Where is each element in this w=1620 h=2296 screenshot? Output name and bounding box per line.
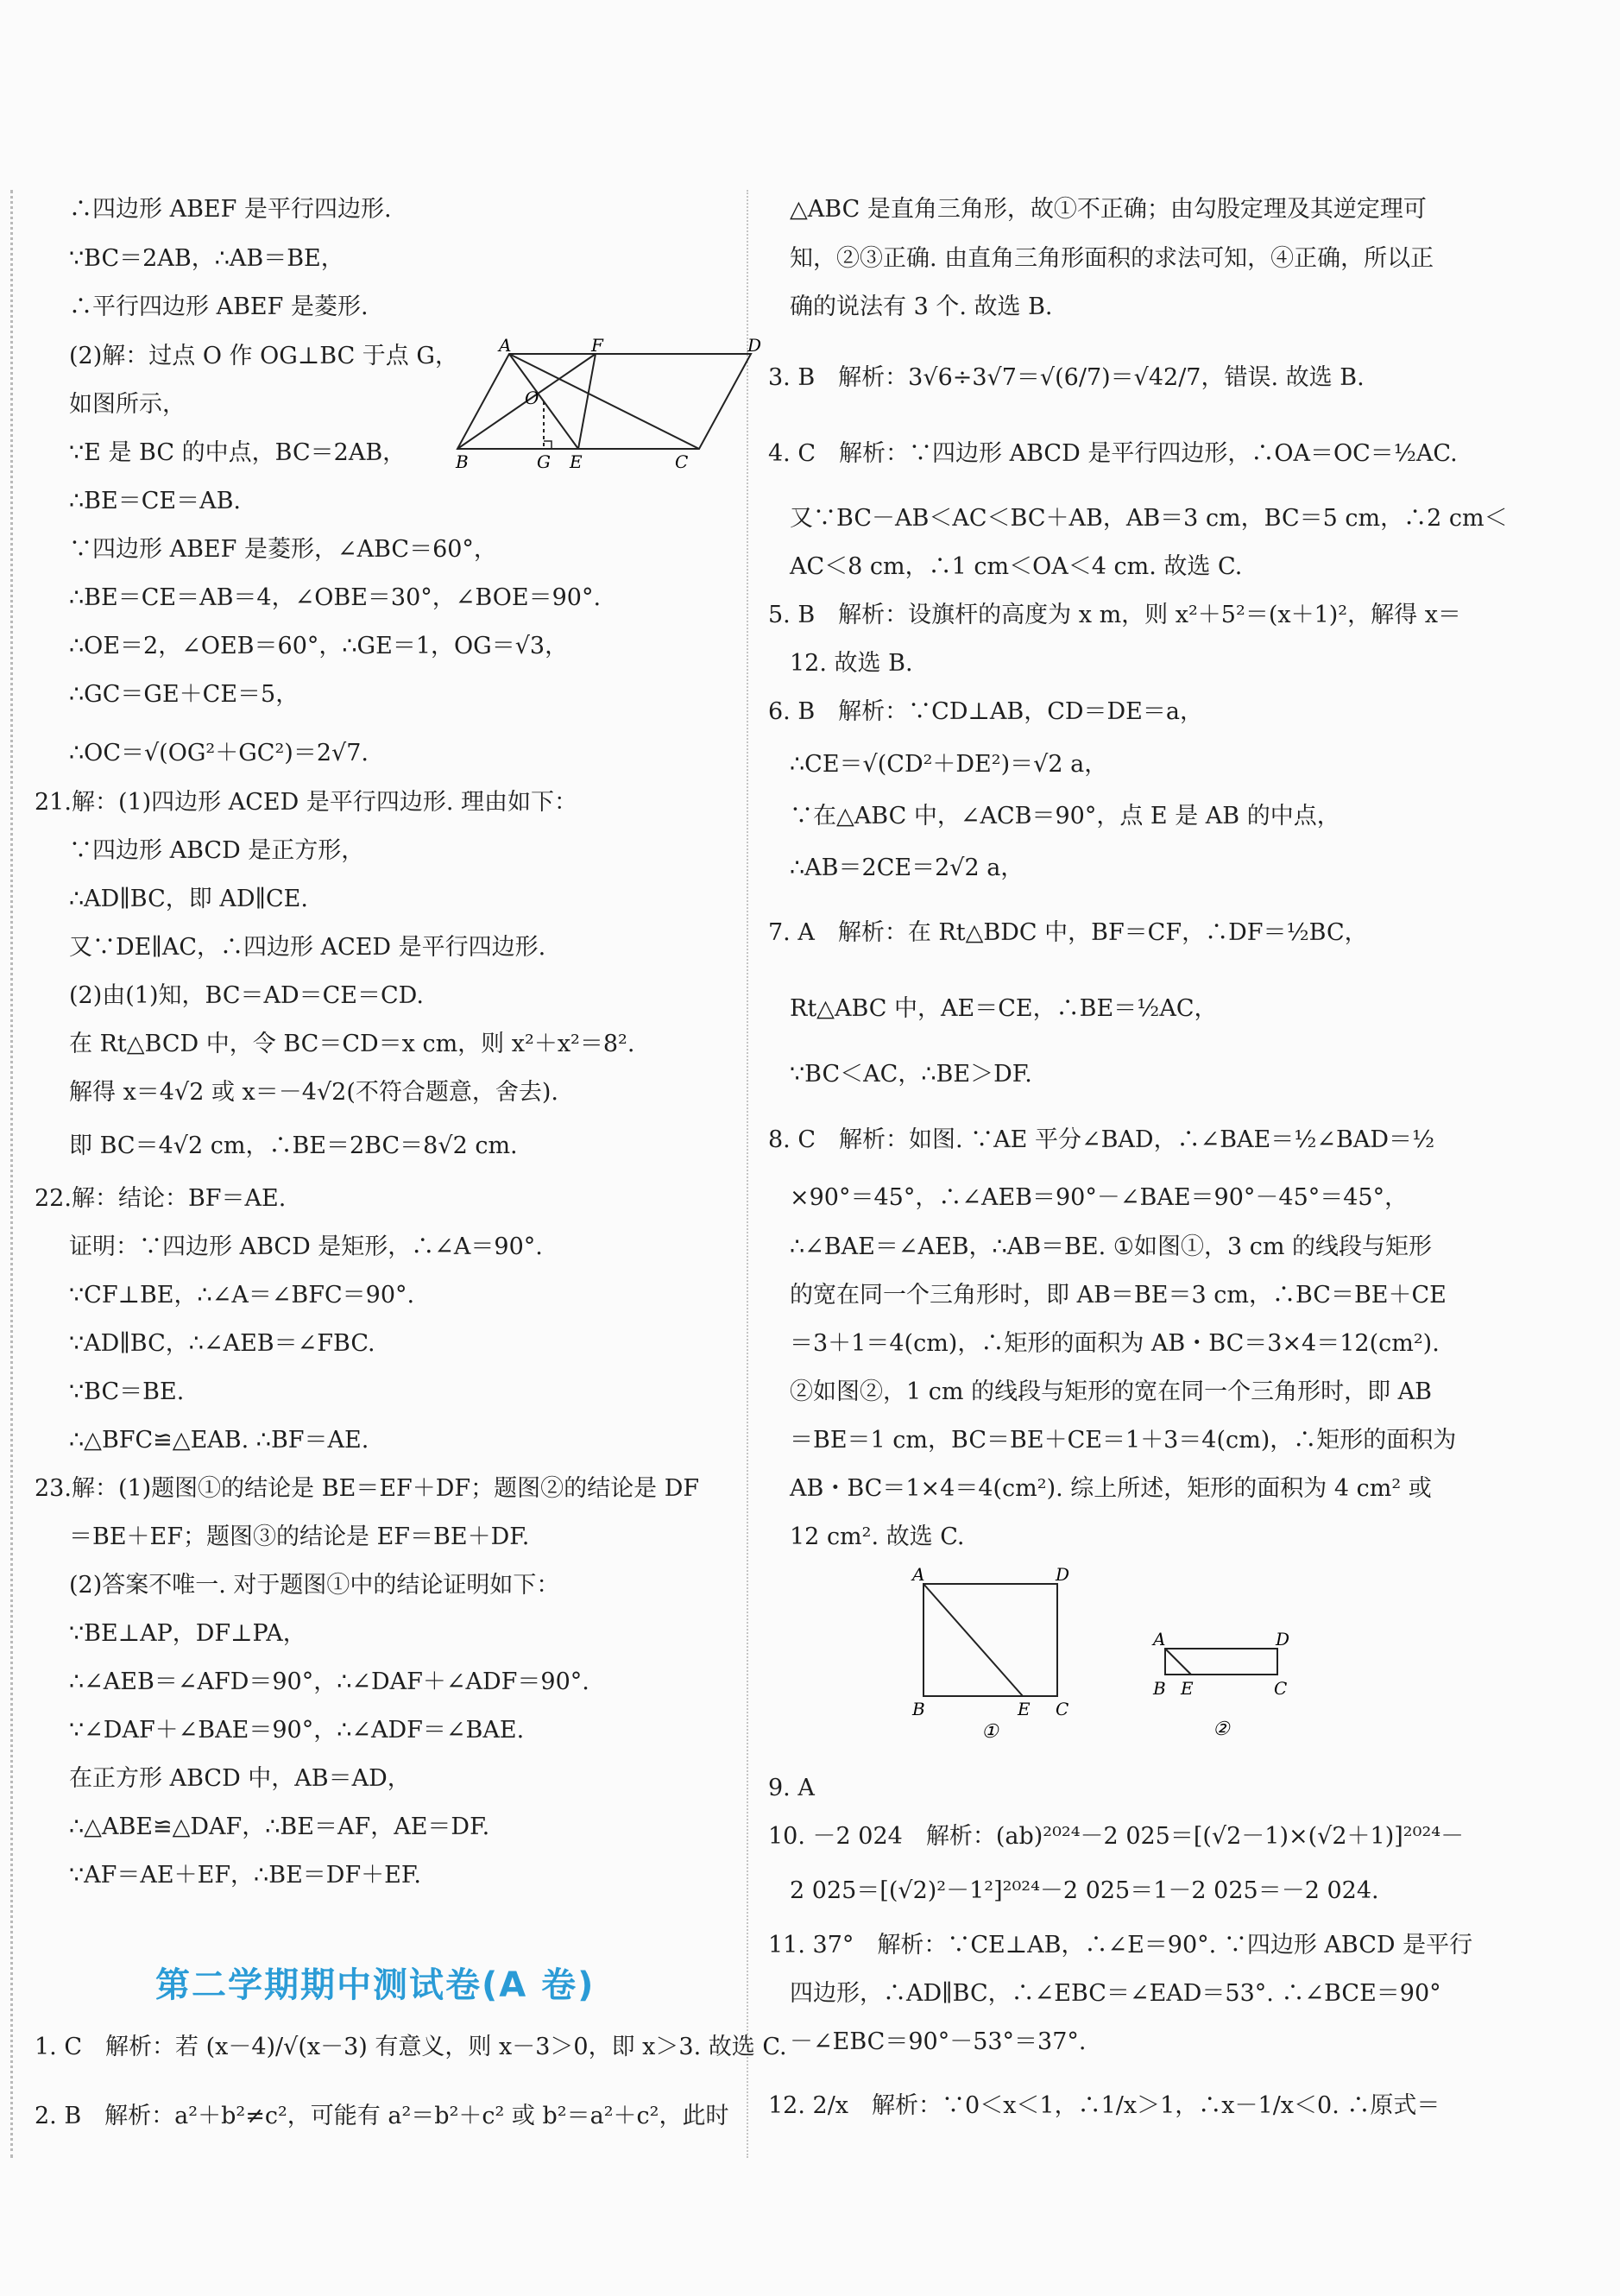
label-a: A [499, 335, 512, 356]
text-line: 即 BC＝4√2 cm，∴BE＝2BC＝8√2 cm. [69, 1132, 518, 1159]
text-line: 解得 x＝4√2 或 x＝－4√2(不符合题意，舍去). [69, 1079, 558, 1106]
question-12: 12. 2/x 解析：∵0＜x＜1，∴1/x＞1，∴x－1/x＜0. ∴原式＝ [768, 2092, 1440, 2119]
label-d: D [1276, 1629, 1290, 1649]
label-e: E [1181, 1678, 1194, 1699]
parallelogram-figure [456, 335, 768, 472]
text-line: 证明：∵四边形 ABCD 是矩形，∴∠A＝90°. [69, 1233, 543, 1260]
label-e: E [570, 451, 583, 472]
text-line: ②如图②，1 cm 的线段与矩形的宽在同一个三角形时，即 AB [790, 1378, 1432, 1405]
label-d: D [747, 335, 762, 356]
label-d: D [1056, 1564, 1070, 1585]
text-line: ×90°＝45°，∴∠AEB＝90°－∠BAE＝90°－45°＝45°， [790, 1184, 1409, 1211]
label-c: C [1056, 1699, 1069, 1719]
text-line: －∠EBC＝90°－53°＝37°. [790, 2028, 1087, 2055]
text-line: 12 cm². 故选 C. [790, 1523, 965, 1550]
text-line: ∵AF＝AE＋EF，∴BE＝DF＋EF. [69, 1862, 421, 1889]
question-8: 8. C 解析：如图. ∵AE 平分∠BAD，∴∠BAE＝½∠BAD＝½ [768, 1126, 1435, 1153]
text-line: ∵BC＝2AB，∴AB＝BE， [69, 245, 344, 272]
text-line: Rt△ABC 中，AE＝CE，∴BE＝½AC， [790, 995, 1218, 1022]
text-line: 在正方形 ABCD 中，AB＝AD， [69, 1765, 411, 1792]
question-6: 6. B 解析：∵CD⊥AB，CD＝DE＝a， [768, 698, 1203, 725]
label-b: B [456, 451, 469, 472]
text-line: ∴平行四边形 ABEF 是菱形. [69, 293, 369, 320]
question-5: 5. B 解析：设旗杆的高度为 x m，则 x²＋5²＝(x＋1)²，解得 x＝ [768, 602, 1461, 628]
text-line: ∴BE＝CE＝AB. [69, 488, 242, 514]
text-line: AC＜8 cm，∴1 cm＜OA＜4 cm. 故选 C. [790, 553, 1243, 580]
text-line: 四边形，∴AD∥BC，∴∠EBC＝∠EAD＝53°. ∴∠BCE＝90° [790, 1980, 1441, 2007]
text-line: ∴AD∥BC，即 AD∥CE. [69, 886, 308, 912]
text-line: 又∵DE∥AC，∴四边形 ACED 是平行四边形. [69, 934, 546, 961]
question-2: 2. B 解析：a²＋b²≠c²，可能有 a²＝b²＋c² 或 b²＝a²＋c²，此时 [35, 2103, 729, 2129]
question-9: 9. A [768, 1775, 815, 1801]
question-1: 1. C 解析：若 (x－4)/√(x－3) 有意义，则 x－3＞0，即 x＞3. 故选 C. [35, 2034, 787, 2060]
text-line: ∵在△ABC 中，∠ACB＝90°，点 E 是 AB 的中点， [790, 803, 1340, 829]
text-line: 2 025＝[(√2)²－1²]²⁰²⁴－2 025＝1－2 025＝－2 024. [790, 1877, 1379, 1904]
text-line: ∵四边形 ABEF 是菱形，∠ABC＝60°， [69, 536, 497, 563]
text-line: ∵∠DAF＋∠BAE＝90°，∴∠ADF＝∠BAE. [69, 1717, 525, 1744]
text-line: ∵四边形 ABCD 是正方形， [69, 837, 365, 864]
label-b: B [912, 1699, 925, 1719]
label-f: F [591, 335, 603, 356]
text-line: ∴BE＝CE＝AB＝4，∠OBE＝30°，∠BOE＝90°. [69, 584, 602, 611]
rectangle-figure-2 [1148, 1631, 1303, 1739]
text-line: 知，②③正确. 由直角三角形面积的求法可知，④正确，所以正 [790, 245, 1434, 272]
text-line: 12. 故选 B. [790, 650, 913, 677]
rectangle-figure-1 [902, 1564, 1075, 1743]
text-line: ∴△ABE≌△DAF，∴BE＝AF，AE＝DF. [69, 1813, 490, 1840]
text-line: ＝3＋1＝4(cm)，∴矩形的面积为 AB・BC＝3×4＝12(cm²). [790, 1330, 1440, 1357]
text-line: ∴∠BAE＝∠AEB，∴AB＝BE. ①如图①，3 cm 的线段与矩形 [790, 1233, 1433, 1260]
column-divider [747, 190, 748, 2158]
text-line: (2)答案不唯一. 对于题图①中的结论证明如下： [69, 1572, 560, 1599]
text-line: ∴AB＝2CE＝2√2 a， [790, 855, 1024, 881]
text-line: ∵E 是 BC 的中点，BC＝2AB， [69, 439, 407, 466]
label-e: E [1018, 1699, 1031, 1719]
text-line: ∴OC＝√(OG²＋GC²)＝2√7. [69, 740, 369, 766]
label-c: C [1274, 1678, 1288, 1699]
figure-number-1: ① [981, 1721, 999, 1743]
text-line: ∴△BFC≌△EAB. ∴BF＝AE. [69, 1427, 369, 1454]
question-4: 4. C 解析：∵四边形 ABCD 是平行四边形，∴OA＝OC＝½AC. [768, 440, 1458, 467]
text-line: 又∵BC－AB＜AC＜BC＋AB，AB＝3 cm，BC＝5 cm，∴2 cm＜ [790, 505, 1508, 532]
text-line: ∴CE＝√(CD²＋DE²)＝√2 a， [790, 751, 1108, 778]
margin-dots [10, 190, 13, 2158]
label-o: O [525, 388, 539, 408]
text-line: ∴GC＝GE＋CE＝5， [69, 681, 299, 708]
text-line: ∵CF⊥BE，∴∠A＝∠BFC＝90°. [69, 1282, 415, 1309]
text-line: ＝BE＋EF；题图③的结论是 EF＝BE＋DF. [69, 1523, 530, 1550]
question-21: 21.解：(1)四边形 ACED 是平行四边形. 理由如下： [35, 789, 578, 816]
question-7: 7. A 解析：在 Rt△BDC 中，BF＝CF，∴DF＝½BC， [768, 919, 1368, 946]
text-line: AB・BC＝1×4＝4(cm²). 综上所述，矩形的面积为 4 cm² 或 [790, 1475, 1432, 1502]
text-line: ＝BE＝1 cm，BC＝BE＋CE＝1＋3＝4(cm)，∴矩形的面积为 [790, 1427, 1457, 1454]
text-line: (2)由(1)知，BC＝AD＝CE＝CD. [69, 982, 424, 1009]
question-10: 10. －2 024 解析：(ab)²⁰²⁴－2 025＝[(√2－1)×(√2＋1)]²⁰²⁴－ [768, 1823, 1465, 1850]
text-line: ∴∠AEB＝∠AFD＝90°，∴∠DAF＋∠ADF＝90°. [69, 1668, 589, 1695]
text-line: (2)解：过点 O 作 OG⊥BC 于点 G， [69, 343, 458, 369]
text-line: ∴OE＝2，∠OEB＝60°，∴GE＝1，OG＝√3， [69, 633, 569, 659]
text-line: △ABC 是直角三角形，故①不正确；由勾股定理及其逆定理可 [790, 196, 1427, 223]
label-g: G [537, 451, 551, 472]
label-b: B [1153, 1678, 1166, 1699]
text-line: ∵BC＝BE. [69, 1378, 185, 1405]
label-c: C [675, 451, 689, 472]
text-line: 确的说法有 3 个. 故选 B. [790, 293, 1053, 320]
question-23: 23.解：(1)题图①的结论是 BE＝EF＋DF；题图②的结论是 DF [35, 1475, 700, 1502]
question-11: 11. 37° 解析：∵CE⊥AB，∴∠E＝90°. ∵四边形 ABCD 是平行 [768, 1932, 1473, 1959]
text-line: ∴四边形 ABEF 是平行四边形. [69, 196, 392, 223]
label-a: A [1153, 1629, 1166, 1649]
text-line: 的宽在同一个三角形时，即 AB＝BE＝3 cm，∴BC＝BE＋CE [790, 1282, 1447, 1309]
question-3: 3. B 解析：3√6÷3√7＝√(6/7)＝√42/7，错误. 故选 B. [768, 364, 1365, 391]
text-line: ∵BC＜AC，∴BE＞DF. [790, 1061, 1032, 1088]
label-a: A [912, 1564, 925, 1585]
text-line: ∵BE⊥AP，DF⊥PA， [69, 1620, 306, 1647]
section-title: 第二学期期中测试卷(A 卷) [155, 1965, 596, 2005]
text-line: 在 Rt△BCD 中，令 BC＝CD＝x cm，则 x²＋x²＝8². [69, 1031, 635, 1057]
question-22: 22.解：结论：BF＝AE. [35, 1185, 287, 1212]
text-line: ∵AD∥BC，∴∠AEB＝∠FBC. [69, 1330, 375, 1357]
figure-number-2: ② [1213, 1719, 1230, 1740]
text-line: 如图所示， [69, 391, 186, 418]
